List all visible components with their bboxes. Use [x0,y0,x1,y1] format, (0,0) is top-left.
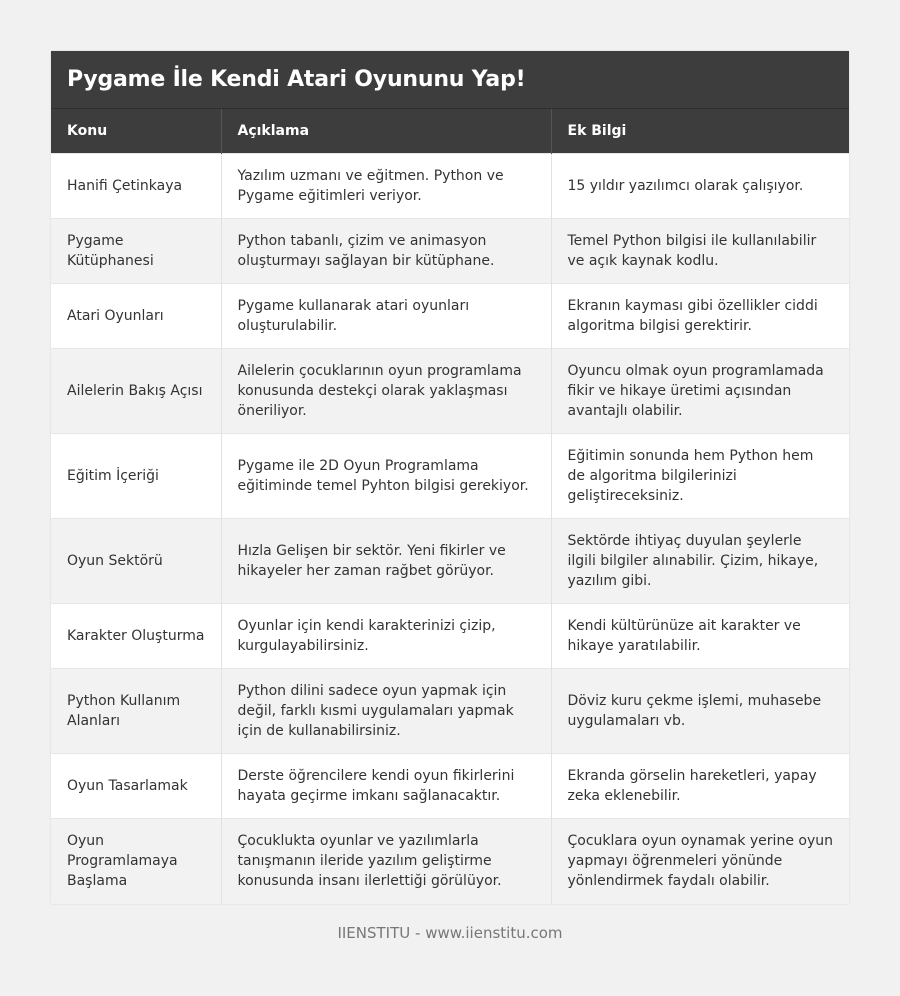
title-bar [51,51,849,109]
table-row [51,754,849,819]
cell-konu: Oyun Sektörü [51,519,221,604]
cell-ek-bilgi: Temel Python bilgisi ile kullanılabilir ve açık kaynak kodlu. [551,219,849,284]
table-row [51,219,849,284]
cell-konu: Atari Oyunları [51,284,221,349]
cell-aciklama: Yazılım uzmanı ve eğitmen. Python ve Pygame eğitimleri veriyor. [221,154,551,219]
cell-ek-bilgi: 15 yıldır yazılımcı olarak çalışıyor. [551,154,849,219]
table-row [51,154,849,219]
cell-aciklama: Pygame ile 2D Oyun Programlama eğitiminde temel Pyhton bilgisi gerekiyor. [221,434,551,519]
cell-ek-bilgi: Oyuncu olmak oyun programlamada fikir ve hikaye üretimi açısından avantajlı olabilir. [551,349,849,434]
cell-aciklama: Python dilini sadece oyun yapmak için değil, farklı kısmi uygulamaları yapmak için de kullanabilirsiniz. [221,669,551,754]
cell-konu: Karakter Oluşturma [51,604,221,669]
table-row [51,284,849,349]
cell-konu: Oyun Tasarlamak [51,754,221,819]
cell-konu: Ailelerin Bakış Açısı [51,349,221,434]
table-row [51,669,849,754]
footer-credit: IIENSTITU - www.iienstitu.com [337,924,563,942]
cell-ek-bilgi: Eğitimin sonunda hem Python hem de algoritma bilgilerinizi geliştireceksiniz. [551,434,849,519]
table-row [51,519,849,604]
table-row [51,349,849,434]
cell-ek-bilgi: Kendi kültürünüze ait karakter ve hikaye yaratılabilir. [551,604,849,669]
cell-aciklama: Python tabanlı, çizim ve animasyon oluşturmayı sağlayan bir kütüphane. [221,219,551,284]
cell-aciklama: Ailelerin çocuklarının oyun programlama konusunda destekçi olarak yaklaşması öneriliyor. [221,349,551,434]
table-row [51,434,849,519]
cell-konu: Pygame Kütüphanesi [51,219,221,284]
cell-ek-bilgi: Döviz kuru çekme işlemi, muhasebe uygulamaları vb. [551,669,849,754]
cell-konu: Oyun Programlamaya Başlama [51,819,221,904]
table-row [51,604,849,669]
cell-aciklama: Oyunlar için kendi karakterinizi çizip, kurgulayabilirsiniz. [221,604,551,669]
cell-konu: Eğitim İçeriği [51,434,221,519]
cell-ek-bilgi: Ekranın kayması gibi özellikler ciddi algoritma bilgisi gerektirir. [551,284,849,349]
page-title: Pygame İle Kendi Atari Oyununu Yap! [67,67,526,92]
cell-aciklama: Derste öğrencilere kendi oyun fikirlerini hayata geçirme imkanı sağlanacaktır. [221,754,551,819]
table-header-row [51,109,849,154]
cell-konu: Python Kullanım Alanları [51,669,221,754]
cell-ek-bilgi: Çocuklara oyun oynamak yerine oyun yapmayı öğrenmeleri yönünde yönlendirmek faydalı olabilir. [551,819,849,904]
cell-ek-bilgi: Ekranda görselin hareketleri, yapay zeka eklenebilir. [551,754,849,819]
cell-aciklama: Çocuklukta oyunlar ve yazılımlarla tanışmanın ileride yazılım geliştirme konusunda insanı ilerlettiği görülüyor. [221,819,551,904]
cell-ek-bilgi: Sektörde ihtiyaç duyulan şeylerle ilgili bilgiler alınabilir. Çizim, hikaye, yazılım gibi. [551,519,849,604]
info-table [51,109,849,904]
table-card [51,51,849,904]
cell-aciklama: Pygame kullanarak atari oyunları oluşturulabilir. [221,284,551,349]
cell-konu: Hanifi Çetinkaya [51,154,221,219]
column-header-ek-bilgi: Ek Bilgi [551,109,849,154]
column-header-konu: Konu [51,109,221,154]
column-header-aciklama: Açıklama [221,109,551,154]
table-row [51,819,849,904]
cell-aciklama: Hızla Gelişen bir sektör. Yeni fikirler ve hikayeler her zaman rağbet görüyor. [221,519,551,604]
